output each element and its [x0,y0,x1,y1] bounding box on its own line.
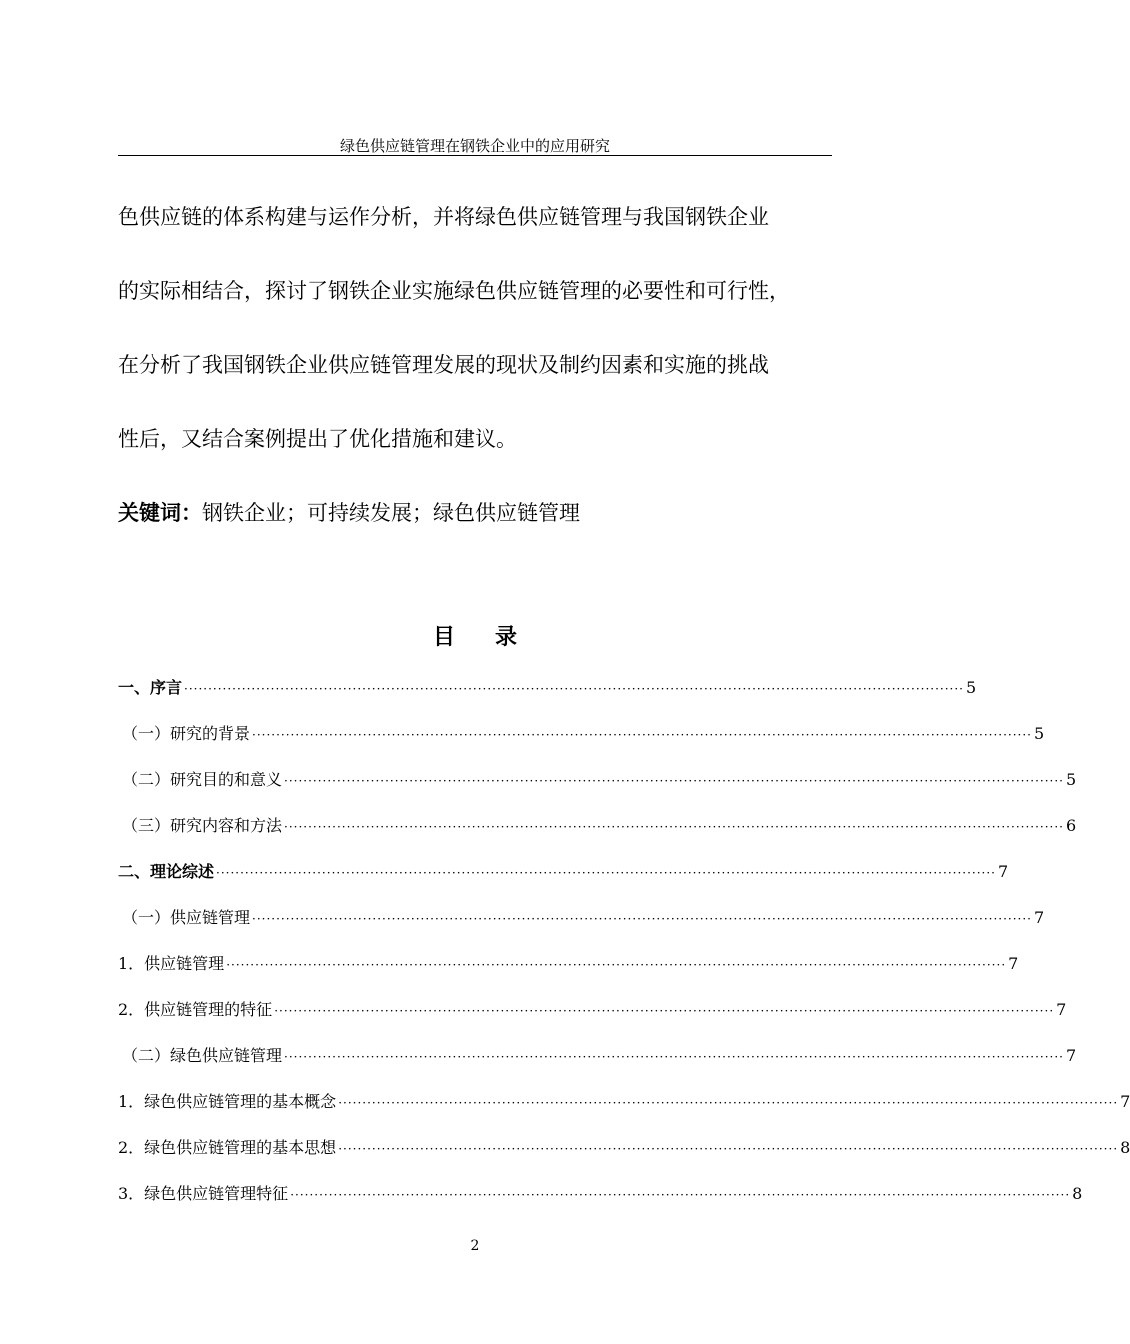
toc-entry-page: 5 [1033,724,1045,743]
toc-entry[interactable] [118,1090,1130,1114]
toc-entry-page: 7 [1033,908,1045,927]
toc-entry-page: 7 [1008,954,1019,973]
toc-leader-dots: ·································································································································································· [338,1142,1119,1156]
toc-entry[interactable] [118,768,1077,792]
toc-entry-page: 5 [1065,770,1077,789]
toc-leader-dots: ·································································································································································· [284,774,1064,788]
toc-leader-dots: ·································································································································································· [284,1050,1064,1064]
toc-leader-dots: ·································································································································································· [338,1096,1119,1110]
toc-leader-dots: ·································································································································································· [284,820,1064,834]
toc-entry-title: 1．供应链管理 [118,954,225,973]
keywords-text: 钢铁企业；可持续发展；绿色供应链管理 [202,501,580,525]
toc-entry-title: （二）研究目的和意义 [122,770,283,789]
page-number: 2 [470,1238,480,1254]
toc-entry-title: （二）绿色供应链管理 [122,1046,283,1065]
toc-entry-title: 2．绿色供应链管理的基本思想 [118,1138,337,1157]
toc-entry[interactable] [118,860,1009,884]
toc-entry-title: 1．绿色供应链管理的基本概念 [118,1092,337,1111]
toc-entry-title: （一）研究的背景 [122,724,251,743]
toc-entry[interactable] [118,1044,1077,1068]
toc-entry-page: 7 [1056,1000,1067,1019]
toc-leader-dots: ·································································································································································· [184,682,964,696]
toc-entry-title: （三）研究内容和方法 [122,816,283,835]
toc-entry-page: 6 [1065,816,1077,835]
keywords-label: 关键词： [118,501,202,525]
body-line: 的实际相结合，探讨了钢铁企业实施绿色供应链管理的必要性和可行性， [118,279,790,303]
toc-entry[interactable] [118,952,1019,976]
toc-entry[interactable] [118,814,1077,838]
toc-entry-page: 8 [1072,1184,1083,1203]
toc-entry-title: 2．供应链管理的特征 [118,1000,273,1019]
toc-entry[interactable] [118,1136,1130,1160]
toc-leader-dots: ·································································································································································· [290,1188,1071,1202]
header-title: 绿色供应链管理在钢铁企业中的应用研究 [339,137,610,155]
toc-leader-dots: ·································································································································································· [216,866,996,880]
toc-leader-dots: ·································································································································································· [252,728,1032,742]
toc-entry[interactable] [118,676,977,700]
toc-title: 目录 [432,625,557,650]
toc-entry[interactable] [118,998,1067,1022]
header-divider [118,155,832,156]
toc-entry-page: 5 [965,678,977,697]
body-line: 性后，又结合案例提出了优化措施和建议。 [118,427,517,451]
toc-entry-page: 7 [997,862,1009,881]
toc-entry-title: 3．绿色供应链管理特征 [118,1184,289,1203]
toc-entry[interactable] [118,906,1045,930]
toc-entry-title: 二、理论综述 [118,862,215,881]
toc-leader-dots: ·································································································································································· [252,912,1032,926]
keywords [118,498,580,528]
toc-leader-dots: ·································································································································································· [226,958,1007,972]
toc-entry[interactable] [118,1182,1083,1206]
toc-entry-title: 一、序言 [118,678,183,697]
body-line: 色供应链的体系构建与运作分析，并将绿色供应链管理与我国钢铁企业 [118,205,769,229]
toc-entry-page: 7 [1120,1092,1130,1111]
toc-entry-page: 8 [1120,1138,1130,1157]
body-line: 在分析了我国钢铁企业供应链管理发展的现状及制约因素和实施的挑战 [118,353,769,377]
toc-entry-page: 7 [1065,1046,1077,1065]
toc-entry-title: （一）供应链管理 [122,908,251,927]
toc-entry[interactable] [118,722,1045,746]
toc-leader-dots: ·································································································································································· [274,1004,1055,1018]
